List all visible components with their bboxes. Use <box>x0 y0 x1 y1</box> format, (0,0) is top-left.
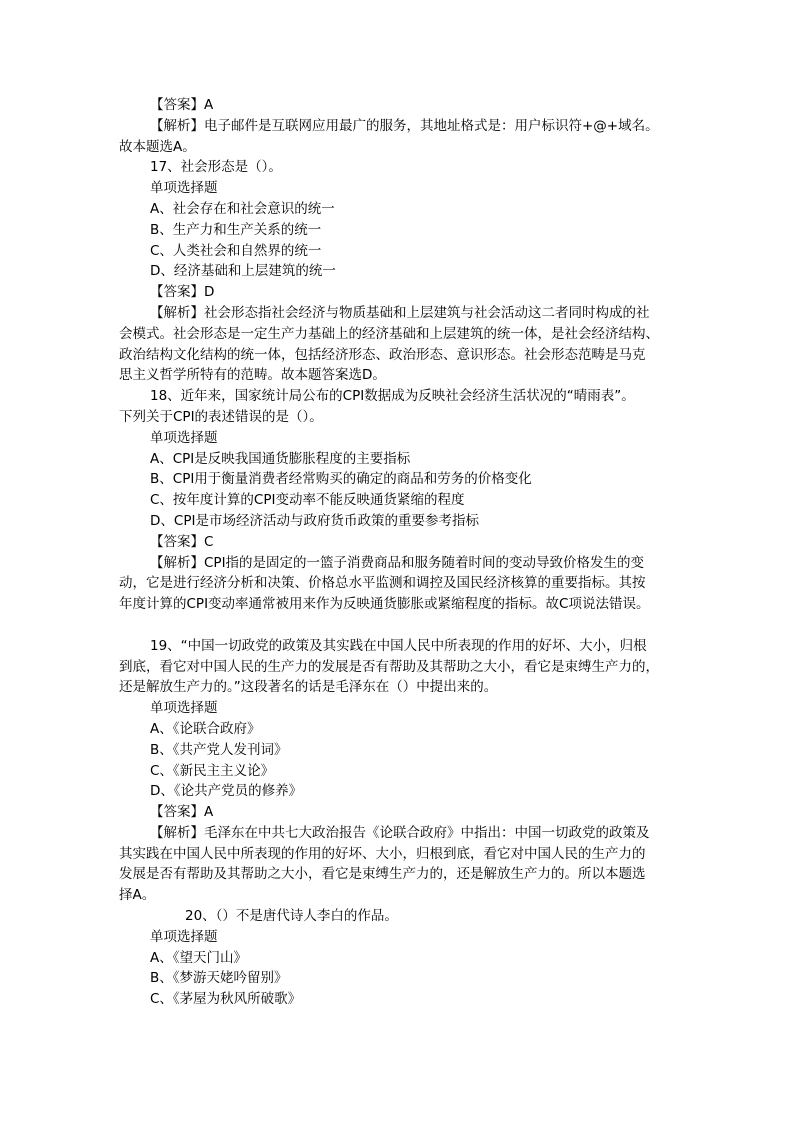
option-line: A、社会存在和社会意识的统一 <box>150 200 335 217</box>
option-block <box>119 781 689 802</box>
type-line: 单项选择题 <box>150 180 218 197</box>
type-block <box>119 698 689 719</box>
option-block <box>119 989 689 1010</box>
analysis-line: 【解析】毛泽东在中共七大政治报告《论联合政府》中指出：中国一切政党的政策及 <box>150 824 650 841</box>
option-block <box>119 490 689 511</box>
answer-line: 【答案】D <box>150 284 215 301</box>
answer-line: 【答案】C <box>150 533 214 550</box>
question20-line: 20、（）不是唐代诗人李白的作品。 <box>185 908 398 925</box>
option-line: C、人类社会和自然界的统一 <box>150 242 322 259</box>
question-block <box>119 386 689 428</box>
analysis-line: 政治结构文化结构的统一体，包括经济形态、政治形态、意识形态。社会形态范畴是马克 <box>119 346 646 363</box>
question-line: 到底，看它对中国人民的生产力的发展是否有帮助及其帮助之大小，看它是束缚生产力的， <box>119 658 659 675</box>
question-block <box>119 157 689 178</box>
analysis-line: 其实践在中国人民中所表现的作用的好坏、大小，归根到底，看它对中国人民的生产力的 <box>119 845 646 862</box>
answer-line: 【答案】A <box>150 97 214 113</box>
analysis-line: 会模式。社会形态是一定生产力基础上的经济基础和上层建筑的统一体，是社会经济结构、 <box>119 325 659 342</box>
option-block <box>119 261 689 282</box>
analysis-line: 择A。 <box>119 887 156 904</box>
option-line: B、生产力和生产关系的统一 <box>150 221 322 238</box>
option-line: D、经济基础和上层建筑的统一 <box>150 263 336 280</box>
analysis-line: 年度计算的CPI变动率通常被用来作为反映通货膨胀或紧缩程度的指标。故C项说法错误。 <box>119 596 650 613</box>
analysis-block <box>119 116 689 158</box>
option-block <box>119 511 689 532</box>
option-line: D、CPI是市场经济活动与政府货币政策的重要参考指标 <box>150 512 479 529</box>
analysis-block <box>119 303 689 386</box>
type-block <box>119 927 689 948</box>
analysis-line: 动，它是进行经济分析和决策、价格总水平监测和调控及国民经济核算的重要指标。其按 <box>119 575 646 592</box>
document-page <box>119 95 689 1010</box>
option-block <box>119 948 689 969</box>
option-line: B、CPI用于衡量消费者经常购买的确定的商品和劳务的价格变化 <box>150 471 532 488</box>
option-line: A、《论联合政府》 <box>150 720 261 737</box>
question-line: 下列关于CPI的表述错误的是（）。 <box>119 408 323 425</box>
option-line: C、《茅屋为秋风所破歌》 <box>150 991 302 1008</box>
analysis-line: 【解析】电子邮件是互联网应用最广的服务，其地址格式是：用户标识符+@+域名。 <box>150 117 659 134</box>
type-line: 单项选择题 <box>150 429 218 446</box>
option-block <box>119 469 689 490</box>
option-block <box>119 761 689 782</box>
option-line: A、《望天门山》 <box>150 949 247 966</box>
option-line: C、《新民主主义论》 <box>150 762 275 779</box>
question-block <box>119 636 689 698</box>
analysis-block <box>119 823 689 906</box>
option-line: C、按年度计算的CPI变动率不能反映通货紧缩的程度 <box>150 492 465 509</box>
analysis-line: 故本题选A。 <box>119 138 196 155</box>
option-block <box>119 220 689 241</box>
option-block <box>119 241 689 262</box>
answer-block <box>119 532 689 553</box>
option-line: A、CPI是反映我国通货膨胀程度的主要指标 <box>150 450 411 467</box>
question-line: 还是解放生产力的。”这段著名的话是毛泽东在（）中提出来的。 <box>119 679 498 696</box>
option-line: B、《梦游天姥吟留别》 <box>150 970 288 987</box>
answer-block <box>119 802 689 823</box>
analysis-line: 思主义哲学所特有的范畴。故本题答案选D。 <box>119 367 386 384</box>
analysis-line: 【解析】社会形态指社会经济与物质基础和上层建筑与社会活动这二者同时构成的社 <box>150 304 650 321</box>
blank-block <box>119 615 689 636</box>
option-block <box>119 740 689 761</box>
question-line: 17、社会形态是（）。 <box>150 159 282 176</box>
answer-line: 【答案】A <box>150 804 214 821</box>
type-block <box>119 428 689 449</box>
type-block <box>119 178 689 199</box>
question-line: 18、近年来，国家统计局公布的CPI数据成为反映社会经济生活状况的“晴雨表”。 <box>150 388 635 405</box>
option-block <box>119 199 689 220</box>
question20-block <box>119 906 689 927</box>
blank-line <box>119 615 689 636</box>
analysis-line: 【解析】CPI指的是固定的一篮子消费商品和服务随着时间的变动导致价格发生的变 <box>150 554 645 571</box>
answer-block <box>119 95 689 116</box>
answer-block <box>119 282 689 303</box>
option-block <box>119 719 689 740</box>
type-line: 单项选择题 <box>150 700 218 717</box>
option-block <box>119 449 689 470</box>
option-line: B、《共产党人发刊词》 <box>150 741 288 758</box>
analysis-line: 发展是否有帮助及其帮助之大小，看它是束缚生产力的，还是解放生产力的。所以本题选 <box>119 866 646 883</box>
analysis-block <box>119 553 689 615</box>
option-block <box>119 968 689 989</box>
question-line: 19、“中国一切政党的政策及其实践在中国人民中所表现的作用的好坏、大小，归根 <box>150 637 647 654</box>
option-line: D、《论共产党员的修养》 <box>150 783 303 800</box>
type-line: 单项选择题 <box>150 928 218 945</box>
